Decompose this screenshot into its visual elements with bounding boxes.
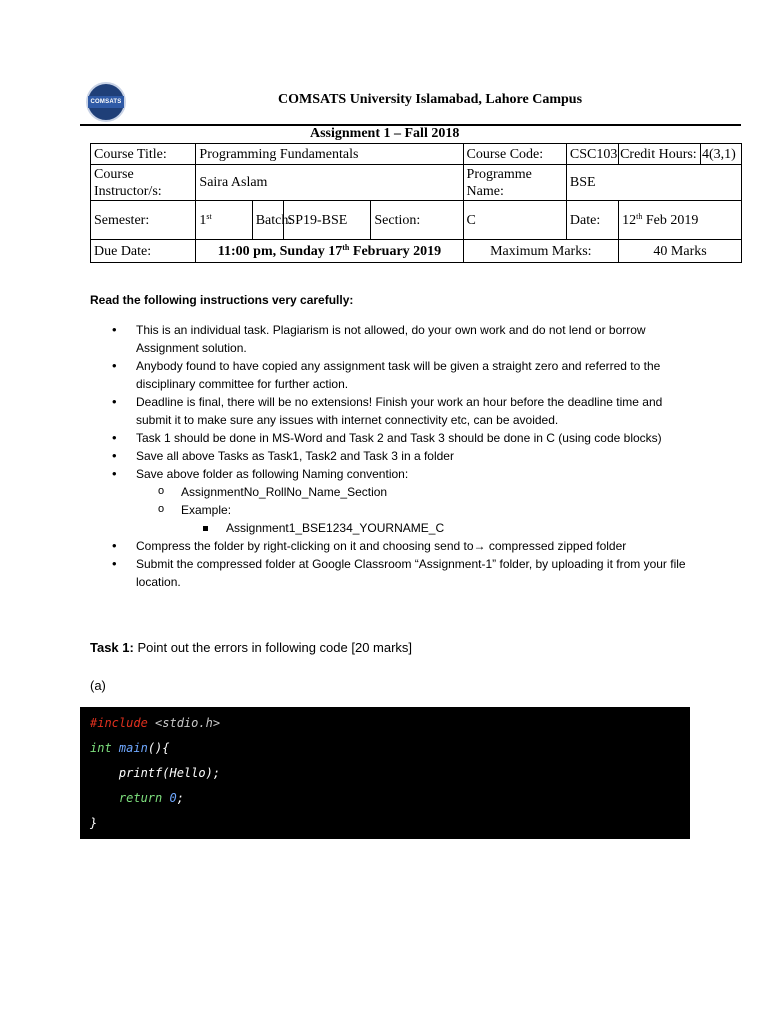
semester-label: Semester: [91,201,196,240]
date-day: 12 [622,212,637,228]
instructor-value: Saira Aslam [196,165,463,201]
semester-number: 1 [199,212,207,228]
task1-label: Task 1: [90,640,134,655]
instructions-heading: Read the following instructions very carefully: [90,293,354,307]
instruction-item: • Anybody found to have copied any assignment task will be given a straight zero and referred to the disciplinary committee for further action. [90,357,690,393]
course-title-label: Course Title: [91,144,196,165]
code-line-return [90,791,184,805]
instructor-label: Course Instructor/s: [91,165,196,201]
code-printf-call: printf(Hello); [90,766,221,780]
instruction-item: • This is an individual task. Plagiarism is not allowed, do your own work and do not lend or borrow Assignment solution. [90,321,690,357]
batch-label: Batch: [252,201,284,240]
university-title: COMSATS University Islamabad, Lahore Campus [278,92,583,107]
instruction-item: • Save all above Tasks as Task1, Task2 and Task 3 in a folder [90,447,690,465]
task1-heading [90,640,412,655]
code-line-main [90,741,170,755]
course-code-value: CSC103 [566,144,618,165]
due-date-label: Due Date: [91,240,196,263]
due-date-suffix: th [342,242,350,252]
date-value [619,201,742,240]
semester-suffix: st [206,211,212,221]
instructions-list [90,321,690,591]
semester-value [196,201,252,240]
code-include-keyword: #include [90,716,148,730]
due-date-pre: 11:00 pm, Sunday 17 [217,243,343,259]
instruction-item: • Task 1 should be done in MS-Word and Task 2 and Task 3 should be done in C (using code blocks) [90,429,690,447]
instruction-item: • Submit the compressed folder at Google Classroom “Assignment-1” folder, by uploading it from your file location. [90,555,690,591]
section-label: Section: [371,201,463,240]
programme-label: Programme Name: [463,165,566,201]
max-marks-value: 40 Marks [619,240,742,263]
assignment-title: Assignment 1 – Fall 2018 [310,126,460,141]
max-marks-label: Maximum Marks: [463,240,619,263]
code-return-tail: ; [176,791,184,805]
university-logo [86,82,126,122]
task1-sub-label: (a) [90,678,106,693]
course-info-table [90,143,742,263]
instruction-subitem: o AssignmentNo_RollNo_Name_Section [90,483,690,501]
code-return-value: 0 [162,791,177,805]
programme-value: BSE [566,165,741,201]
code-snippet [80,707,690,839]
code-function-tail: (){ [147,741,170,755]
course-title-value: Programming Fundamentals [196,144,463,165]
code-function-name: main [111,741,148,755]
date-label: Date: [566,201,618,240]
code-line-printf [90,766,220,780]
code-line-include [90,716,220,730]
date-suffix: th [636,211,643,221]
logo-text: COMSATS [88,96,124,108]
credit-hours-value: 4(3,1) [700,144,741,165]
code-include-header: <stdio.h> [147,716,221,730]
due-date-value [196,240,463,263]
code-type-keyword: int [90,741,112,755]
instruction-item: • Deadline is final, there will be no extensions! Finish your work an hour before the deadline time and submit it to make sure any issues with internet connectivity etc, can be avoided. [90,393,690,429]
credit-hours-label: Credit Hours: [619,144,701,165]
instruction-item: • Save above folder as following Naming convention: [90,465,690,483]
instruction-subitem: o Example: [90,501,690,519]
batch-value: SP19-BSE [284,201,371,240]
code-line-close [90,816,97,830]
instruction-item: • Compress the folder by right-clicking on it and choosing send to→ compressed zipped folder [90,537,690,555]
date-rest: Feb 2019 [642,212,699,228]
code-close-brace: } [90,816,98,830]
code-return-keyword: return [90,791,163,805]
due-date-post: February 2019 [349,243,442,259]
task1-text: Point out the errors in following code [20 marks] [133,640,413,655]
section-value: C [463,201,566,240]
instruction-subsubitem: Assignment1_BSE1234_YOURNAME_C [90,519,690,537]
course-code-label: Course Code: [463,144,566,165]
